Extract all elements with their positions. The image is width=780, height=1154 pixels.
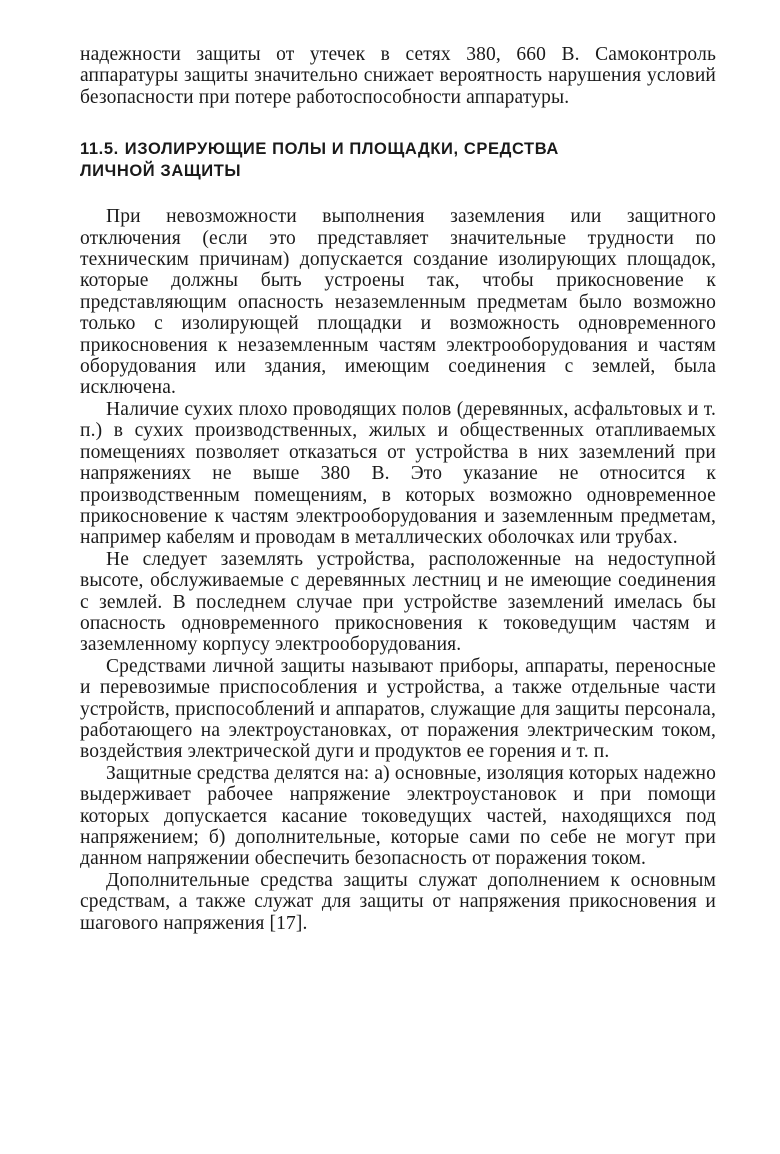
section-number: 11.5. (80, 140, 119, 159)
paragraph-dry-floors: Наличие сухих плохо проводящих полов (деревянных, асфальтовых и т. п.) в сухих производственных, жилых и общественных отапливаемых помещениях позволяет отказаться от устройства в них заземлений при напряжениях не выше 380 В. Это указание не относится к производственным помещениям, в которых возможно одновременное прикосновение к частям электрооборудования и заземленным предметам, например кабелям и проводам в металлических оболочках или трубах. (80, 398, 716, 549)
paragraph-insulating-platforms: При невозможности выполнения заземления или защитного отключения (если это представляет значительные трудности по техническим причинам) допускается создание изолирующих площадок, которые должны быть устроены так, чтобы прикосновение к представляющим опасность незаземленным предметам было возможно только с изолирующей площадки и возможность одновременного прикосновения к незаземленным частям электрооборудования и частям оборудования или здания, имеющим соединения с землей, была исключена. (80, 206, 716, 399)
section-title: ИЗОЛИРУЮЩИЕ ПОЛЫ И ПЛОЩАДКИ, СРЕДСТВА ЛИЧНОЙ ЗАЩИТЫ (80, 140, 559, 181)
paragraph-protection-classes: Защитные средства делятся на: а) основные, изоляция которых надежно выдерживает рабочее напряжение электроустановок и при помощи которых допускается касание токоведущих частей, находящихся под напряжением; б) дополнительные, которые сами по себе не могут при данном напряжении обеспечить безопасность от поражения током. (80, 762, 716, 870)
section-heading (80, 138, 600, 182)
paragraph-personal-protection-definition: Средствами личной защиты называют приборы, аппараты, переносные и перевозимые приспособления и устройства, а также отдельные части устройств, приспособлений и аппаратов, служащие для защиты персонала, работающего на электроустановках, от поражения электрическим током, воздействия электрической дуги и продуктов ее горения и т. п. (80, 655, 716, 763)
paragraph-inaccessible-height: Не следует заземлять устройства, расположенные на недоступной высоте, обслуживаемые с деревянных лестниц и не имеющие соединения с землей. В последнем случае при устройстве заземлений имелась бы опасность одновременного прикосновения к токоведущим частям и заземленному корпусу электрооборудования. (80, 548, 716, 656)
paragraph-additional-means: Дополнительные средства защиты служат дополнением к основным средствам, а также служат для защиты от напряжения прикосновения и шагового напряжения [17]. (80, 869, 716, 934)
document-page (80, 44, 716, 934)
lead-paragraph: надежности защиты от утечек в сетях 380, 660 В. Самоконтроль аппаратуры защиты значительно снижает вероятность нарушения условий безопасности при потере работоспособности аппаратуры. (80, 44, 716, 108)
